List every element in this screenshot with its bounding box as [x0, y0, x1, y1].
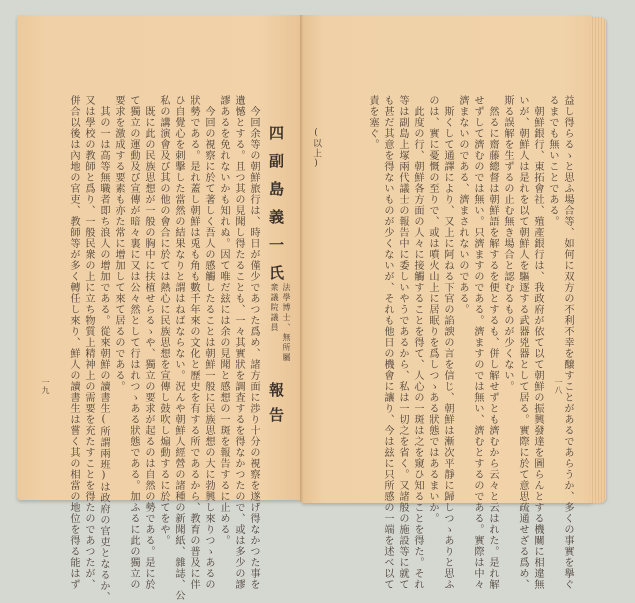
text-column: 今回余等の朝鮮旅行は、時日が僅少であつた爲め、諸方面に渉り十分の視察を遂げ得なかつた事を [248, 106, 259, 590]
page-number-left: 一九 [41, 378, 50, 394]
text-column: るまでも無いことである。 [547, 95, 558, 227]
text-column: 遺憾とする。且つ其の見聞し得たることも、一々其實狀を調査するを得なかつたので、或は多少の謬 [233, 95, 244, 590]
text-column: 又は學校の教師と爲り、一般民衆の上に立ち物質上精神上の需要を充たすことを得たのであつたが、 [83, 95, 94, 590]
text-column: 要求を激成する要素も亦た常に增加して來て居るのである。 [113, 95, 124, 392]
text-column: 既に此の民族思想が一般の胸中に扶植せらるゝや、獨立の要求が起るのは自然の勢である。是に於 [143, 106, 154, 590]
text-column: ひ自覺心を刺擊した當然の結果なりと謂はねばならない。況んや朝鮮人經營の諸種の新聞紙、雜誌、公 [173, 95, 184, 601]
book-gutter [300, 15, 303, 502]
page-edges [590, 17, 606, 503]
text-column: も甚だ其意を得ないものが少くないが、それも他日の機會に讓り、今は玆に只所感の一端を述べ以て [382, 95, 393, 590]
article-title-suffix: 報告 [267, 382, 285, 432]
author-note-line1: 法學博士、無所屬 [282, 283, 291, 363]
text-column: 私の講演會及び其の他の會合に於ては熱心に民族思想を宣傳し鼓吹し煽動するに於てをや。 [158, 95, 169, 546]
text-column: 謬あるを免れないかも知れぬ。因て唯だ玆には余の見聞と感想の一斑を報告するに止める。 [218, 95, 229, 546]
text-column: 其の一は高等無職者即ち浪人の增加である。從來朝鮮の讀書生(所謂兩班)は政府の官吏となるか、 [98, 106, 109, 603]
text-column: 斯くして通譯により、又上に阿ねる下官の諂諛の言を信じ、朝鮮は漸次平靜に歸しつゝありと思ふ [442, 106, 453, 590]
text-column: 狀勢である。是れ蓋し朝鮮は兎も角も數千年來の文化と歷史を有する所であるから、教育の普及に伴 [188, 95, 199, 590]
text-column: 責を塞ぐ。 [367, 95, 378, 150]
text-column: 今回の視察に於て著しく吾人の感觸したることは朝鮮一般に民族思想の大に勃興し來りつゝあるの [203, 106, 214, 590]
text-column: のは、實に憂慨の至りで、或は噴火山上に居眠りを爲しつゝある狀態ではあるまいか。 [427, 95, 438, 524]
text-column: 濟まないのである、濟まされないのである。 [457, 95, 468, 315]
text-column: 等は副島上塚兩代議士の報告中に委しいやうであるから、私は一切之を省く。又諸般の施設等に就て [397, 95, 408, 590]
page-number-right: 一八 [554, 378, 563, 394]
text-column: せずして濟むのでは無い。只濟ますのである。濟ますのでは無い、濟むとするのである。實際は中々 [472, 95, 483, 590]
text-column: 朝鮮銀行、東拓會社、殖產銀行は、我政府が依て以て朝鮮の振興發達を圖らんとする機關に相違無 [532, 106, 543, 590]
closing-mark: (以上) [311, 128, 321, 170]
text-column: 此度の行、朝鮮各方面の人々に接觸することを得て、人心の一斑は之を窺ひ知ることを得た。それ [412, 106, 423, 590]
text-column: 斯る誤解を生ずるの止む無き場合と認むるものが少くない。 [502, 95, 513, 392]
text-column: 併合以後は內地の官吏、教師等が多く轉任し來り、鮮人の讀書生は嘗く其の相當の地位を得る能はず [68, 95, 79, 590]
text-column: 益し得らるゝと思ふ場合等、如何に双方の不利不幸を醸すことがあるであらうか、多くの事實を擧ぐ [562, 95, 573, 590]
text-column: て獨立の運動及び宣傳が暗々裏に又は公々然として行はれつゝある狀態である。加ふるに此の獨立の [128, 95, 139, 590]
author-note-line2: 衆議院議員 [270, 283, 279, 333]
text-column: 然るに齋藤總督は朝鮮語を解するを便とするも、併し解せずとも濟むから云々と云はれた。是れ解 [487, 106, 498, 590]
article-title: 四副島義一氏 [267, 125, 285, 293]
text-column: いが、朝鮮人は是れを以て朝鮮人を驅逐する武器兇器として居る。實際に於て意思疏通せざる爲め、 [517, 95, 528, 590]
